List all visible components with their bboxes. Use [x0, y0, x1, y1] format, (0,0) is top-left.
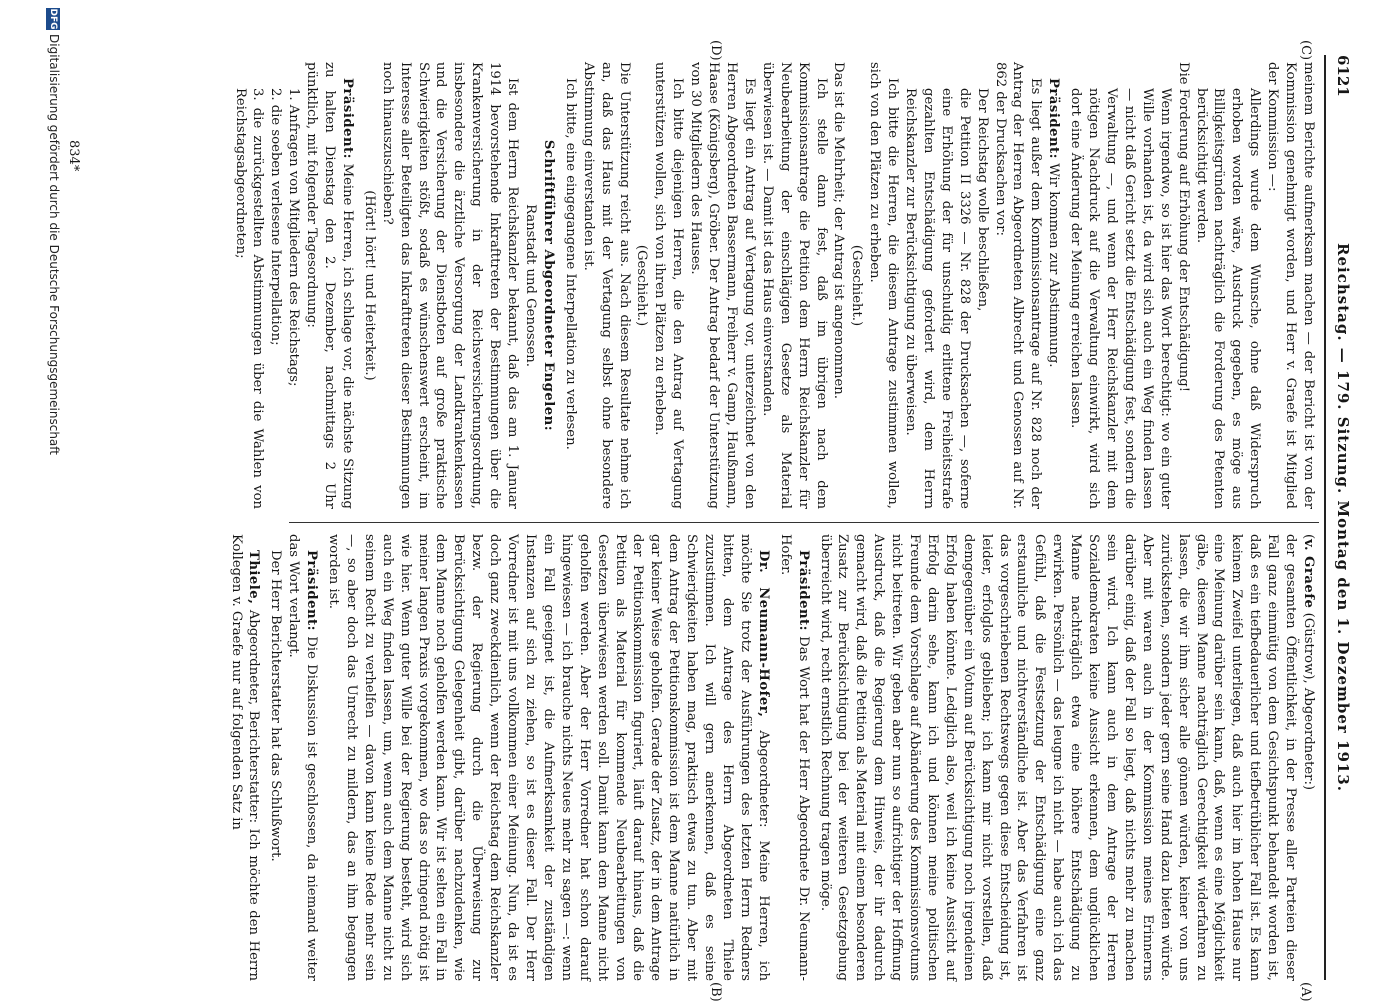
paragraph: Ich stelle dann fest, daß im übrigen nach dem Kommissionsantrage die Petition dem Herrn Reichskanzler für Neubearbeitung der einschlägigen Gesetze als Material überwiesen ist. — Damit ist das Haus einverstanden. [759, 62, 829, 509]
paragraph: Ich bitte diejenigen Herren, die den Antrag auf Vertagung unterstützen wollen, sich von ihren Plätzen zu erheben. [652, 62, 686, 509]
paragraph: meinem Berichte aufmerksam machen — der Bericht ist von der Kommission genehmigt worden, und Herr v. Graefe ist Mitglied der Kommission —: [1265, 62, 1316, 509]
paragraph: Ist dem Herrn Reichskanzler bekannt, daß das am 1. Januar 1914 bevorstehende Inkrafttreten der Bestimmungen über die Krankenversicherung in der Reichsversicherungsordnung, insbesondere die ärztliche Versorgung der Landkrankenkassen und die Versicherung der Dienstboten auf große praktische Schwierigkeiten stößt, sodaß es wünschenswert erscheint, im Interesse aller Beteiligten das Inkrafttreten dieser Bestimmungen noch hinauszuschieben? [379, 62, 521, 509]
paragraph: Das ist die Mehrheit; der Antrag ist angenommen. [831, 62, 847, 399]
speaker-continuation: (v. Graefe (Güstrow), Abgeordneter:) [1301, 534, 1316, 791]
margin-letter-a: (A) [1298, 982, 1313, 1002]
speaker-name: Schriftführer Abgeordneter Engelen: [540, 139, 556, 432]
stage-direction: (Geschieht.) [849, 244, 865, 327]
speaker-name: Präsident: [795, 550, 811, 632]
digitization-credit [41, 8, 61, 998]
speaker-name: Präsident: [1046, 78, 1062, 160]
agenda-item: 3. die zurückgestellten Abstimmungen über die Wahlen von Reichstagsabgeordneten; [232, 88, 266, 509]
header-rule [1324, 55, 1326, 980]
speech-paragraph [776, 534, 812, 981]
speaker-name: Präsident: [339, 78, 355, 160]
quotation: Wenn irgendwo, so ist hier das Wort berechtigt: wo ein guter Wille vorhanden ist, da wird sich auch ein Weg finden lassen — nicht daß Gericht setzt die Entschädigung fest, sondern die Verwaltung —, und wenn der Herr Reichskanzler mit dem nötigen Nachdruck auf die Verwaltung einwirkt, wird sich dort eine Änderung der Meinung erreichen lassen. [1068, 88, 1173, 509]
margin-letter-d: (D) [708, 40, 723, 61]
paragraph: Es liegt außer dem Kommissionsantrage auf Nr. 828 noch der Antrag der Herren Abgeordneten Albrecht und Genossen auf Nr. 862 der Drucksachen vor: [992, 62, 1044, 509]
speaker-name: Präsident: [304, 550, 320, 632]
speech-paragraph [284, 534, 320, 981]
speech-paragraph [227, 534, 263, 981]
quotation: Allerdings wurde dem Wunsche, ohne daß Widerspruch erhoben worden wäre, Ausdruck gegeben, es möge aus Billigkeitsgründen nachträglich die Forderung des Petenten berücksichtigt werden. [1193, 88, 1263, 509]
speaker-place: (Güstrow), Abgeordneter:) [1301, 608, 1316, 791]
page-number: 6121 [1334, 55, 1352, 97]
page-header [1328, 55, 1358, 980]
speech-paragraph [302, 62, 356, 509]
margin-letter-b: (B) [708, 982, 723, 1002]
agenda-item: 1. Anfragen von Mitgliedern des Reichstags; [286, 88, 302, 387]
paragraph: Die Unterstützung reicht aus. Nach diesem Resultate nehme ich an, daß das Haus mit der Vertagung selbst ohne besondere Abstimmung einverstanden ist. [580, 62, 632, 509]
paragraph: Der Herr Berichterstatter hat das Schlußwort. [268, 550, 284, 862]
paragraph: Ich bitte die Herren, die diesem Antrage zustimmen wollen, sich von den Plätzen zu erheben. [867, 62, 901, 509]
stage-direction: (Hört! hört! und Heiterkeit.) [361, 190, 377, 381]
paragraph: Es liegt ein Antrag auf Vertagung vor, unterzeichnet von den Herren Abgeordneten Bassermann, Freiherr v. Gamp, Haußmann, Haase (Königsberg), Gröber. Der Antrag bedarf der Unterstützung von 30 Mitgliedern des Hauses. [688, 62, 757, 509]
speech-paragraph [324, 534, 772, 981]
stage-direction: (Geschieht.) [634, 244, 650, 327]
agenda-item: 2. die soeben verlesene Interpellation; [268, 88, 284, 346]
left-column [231, 62, 1317, 509]
speech-text: Abgeordneter: Meine Herren, ich möchte Sie trotz der Ausführungen des letzten Herrn Redners bitten, dem Antrage des Herrn Abgeordneten Thiele zuzustimmen. Ich will gern anerkennen, daß es seine Schwierigkeiten haben mag, praktisch etwas zu tun. Aber mit dem Antrag der Petitionskommission ist dem Manne natürlich in gar keiner Weise geholfen. Gerade der Zusatz, der in dem Antrage der Petitionskommission figuriert, läuft darauf hinaus, daß die Petition als Material für kommende Neubearbeitungen von Gesetzen überwiesen werden soll. Damit kann dem Manne nicht geholfen werden. Aber der Herr Vorredner hat schon darauf hingewiesen — ich brauche nichts Neues mehr zu sagen —: wenn ein Fall geeignet ist, die Aufmerksamkeit der zuständigen Instanzen auf sich zu ziehen, so ist es dieser Fall. Der Herr Vorredner ist mit uns vollkommen einer Meinung. Nun, da ist es doch ganz zweckdienlich, wenn der Reichstag dem Reichskanzler bezw. der Regierung durch die Überweisung zur Berücksichtigung Gelegenheit gibt, darüber nachzudenken, wie dem Manne noch geholfen werden kann. Wir ist selten ein Fall in meiner langen Praxis vorgekommen, wo das so dringend nötig ist wie hier. Wenn guter Wille bei der Regierung besteht, wird sich auch ein Weg finden lassen, um, wenn auch dem Manne nicht zu seinem Recht zu verhelfen — davon kann keine Rede mehr sein —, so aber doch das Unrecht zu mildern, das an ihm begangen worden ist. [326, 534, 771, 982]
speech-text: Meine Herren, ich schlage vor, die nächste Sitzung zu halten Dienstag den 2. Dezember, nachmittags 2 Uhr pünktlich, mit folgender Tagesordnung: [304, 62, 355, 509]
paragraph: der gesamten Öffentlichkeit, in der Presse aller Parteien dieser Fall ganz einmütig von dem Gesichtspunkt behandelt worden ist, daß es ein tiefbedauerlicher und tiefbetrüblicher Fall ist. Es kann keinem Zweifel unterliegen, daß auch hier im hohen Hause nur eine Meinung darüber sein kann, daß, wenn es eine Möglichkeit gäbe, diesem Manne nachträglich Gerechtigkeit widerfahren zu lassen, die wir ihm sicher alle gönnen würden, keiner von uns zurückstehen, sondern jeder gern seine Hand dazu bieten würde. Aber mit waren auch in der Kommission meines Erinnerns darüber einig, daß der Fall so liegt, daß nichts mehr zu machen sein wird. Ich kann auch in dem Antrage der Herren Sozialdemokraten keine Aussicht erkennen, dem unglücklichen Manne nachträglich etwa eine höhere Entschädigung zu erwirken. Persönlich — das leugne ich nicht — habe auch ich das Gefühl, daß die Festsetzung der Entschädigung eine ganz erstaunliche und nichtverständliche ist. Aber das Verfahren ist das vorgeschriebenen Rechtswegs gegen diese Entscheidung ist, leider, erfolglos geblieben; ich kann mir nicht vorstellen, daß demgegenüber ein Votum auf Berücksichtigung noch irgendeinen Erfolg haben könnte. Lediglich also, weil ich keine Aussicht auf Erfolg darin sehe, kann ich und können meine politischen Freunde dem Vorschlage auf Abänderung des Kommissionsvotums nicht beitreten. Wir geben aber nun so aufrichtiger der Hoffnung Ausdruck, daß die Regierung dem Hinweis, der ihr dadurch gemacht wird, daß die Petition als Material mit einem besonderen Zusatz zur Berücksichtigung bei der weiteren Gesetzgebung überreicht wird, recht ernstlich Rechnung tragen möge. [817, 534, 1299, 981]
speech-text: Die Diskussion ist geschlossen, da niemand weiter das Wort verlangt. [286, 534, 320, 981]
paragraph: Ich bitte, eine eingegangene Interpellation zu verlesen. [562, 78, 578, 450]
page-reference: 834* [66, 140, 81, 172]
speaker-name: v. Graefe [1301, 539, 1316, 609]
credit-text: Digitalisierung gefördert durch die Deutsche Forschungsgemeinschaft [47, 34, 61, 456]
column-divider [289, 522, 1319, 523]
margin-letter-c: (C) [1298, 40, 1313, 61]
speaker-name: Thiele, [246, 550, 262, 605]
paragraph: Der Reichstag wolle beschließen, [974, 88, 990, 312]
speech-text: Wir kommen zur Abstimmung. [1046, 159, 1062, 368]
speech-text: Abgeordneter, Berichterstatter: Ich möchte den Herrn Kollegen v. Graefe nur auf folgenden Satz in [228, 534, 262, 981]
paragraph: die Petition II 3326 — Nr. 828 der Drucksachen —, soferne eine Erhöhung der für unschuldig erlittene Freiheitsstrafe gezahlten Entschädigung gefordert wird, dem Herrn Reichskanzler zur Berücksichtigung zu überweisen. [903, 88, 972, 509]
dfg-logo: DFG [48, 8, 59, 30]
speech-text: Das Wort hat der Herr Abgeordnete Dr. Neumann-Hofer. [777, 534, 811, 981]
running-title: Reichstag. — 179. Sitzung. Montag den 1. Dezember 1913. [1334, 243, 1352, 792]
right-column [227, 534, 1317, 981]
speech-paragraph [1044, 62, 1062, 509]
speaker-name: Dr. Neumann-Hofer, [755, 550, 771, 718]
paragraph: Ranstadt und Genossen. [523, 204, 539, 367]
paragraph: Die Forderung auf Erhöhung der Entschädigung! [1175, 62, 1191, 393]
